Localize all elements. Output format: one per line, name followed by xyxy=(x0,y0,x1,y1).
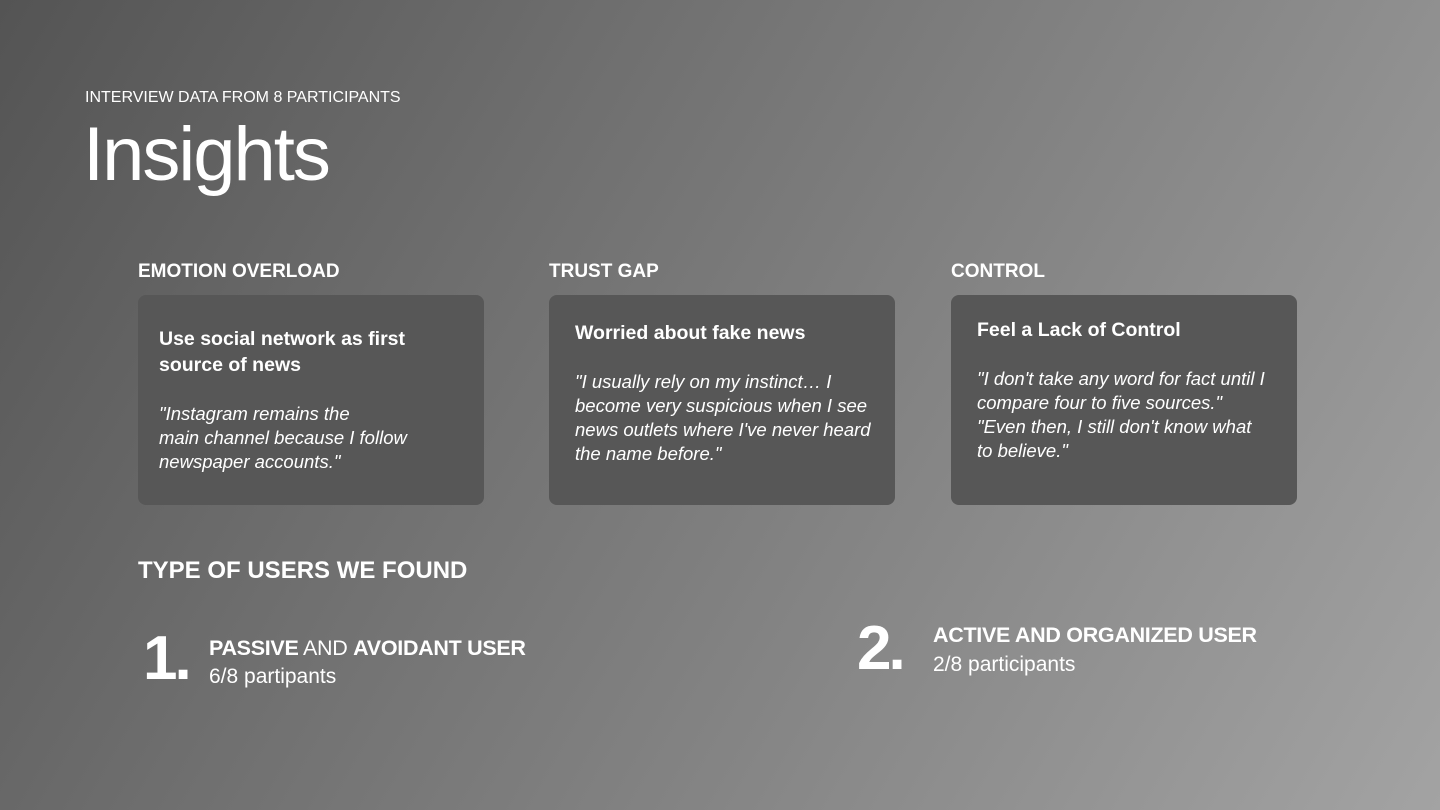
insight-card-quote: "I usually rely on my instinct… I become very suspicious when I see news outlets where I've never heard the name before." xyxy=(575,371,871,464)
insight-card-trust-gap xyxy=(549,295,895,505)
user-type-connector: AND xyxy=(298,636,354,660)
user-type-label xyxy=(209,634,526,662)
user-type-bold-label: AVOIDANT USER xyxy=(353,636,526,660)
insight-card-quote: "Instagram remains the main channel because I follow newspaper accounts." xyxy=(159,403,407,472)
insight-category-control: CONTROL xyxy=(951,261,1045,282)
users-section-title: TYPE OF USERS WE FOUND xyxy=(138,557,468,584)
user-type-count: 6/8 partipants xyxy=(209,665,337,688)
insight-category-trust-gap: TRUST GAP xyxy=(549,261,659,282)
insight-card-title: Feel a Lack of Control xyxy=(977,319,1181,341)
user-type-label: ACTIVE AND ORGANIZED USER xyxy=(933,623,1257,647)
insight-card-emotion-overload xyxy=(138,295,484,505)
user-type-count: 2/8 participants xyxy=(933,653,1076,676)
insight-card-title: Use social network as first source of news xyxy=(159,328,406,376)
user-type-number: 1. xyxy=(143,624,189,693)
insight-card-title: Worried about fake news xyxy=(575,322,806,344)
page-title: Insights xyxy=(83,112,329,197)
insight-card-quote: "I don't take any word for fact until I compare four to five sources." "Even then, I still don't know what to believe." xyxy=(977,368,1265,461)
user-type-bold-label: PASSIVE xyxy=(209,636,299,660)
insight-category-emotion-overload: EMOTION OVERLOAD xyxy=(138,261,340,282)
user-type-number: 2. xyxy=(857,614,903,683)
eyebrow-text: INTERVIEW DATA FROM 8 PARTICIPANTS xyxy=(85,89,401,106)
insight-card-control xyxy=(951,295,1297,505)
